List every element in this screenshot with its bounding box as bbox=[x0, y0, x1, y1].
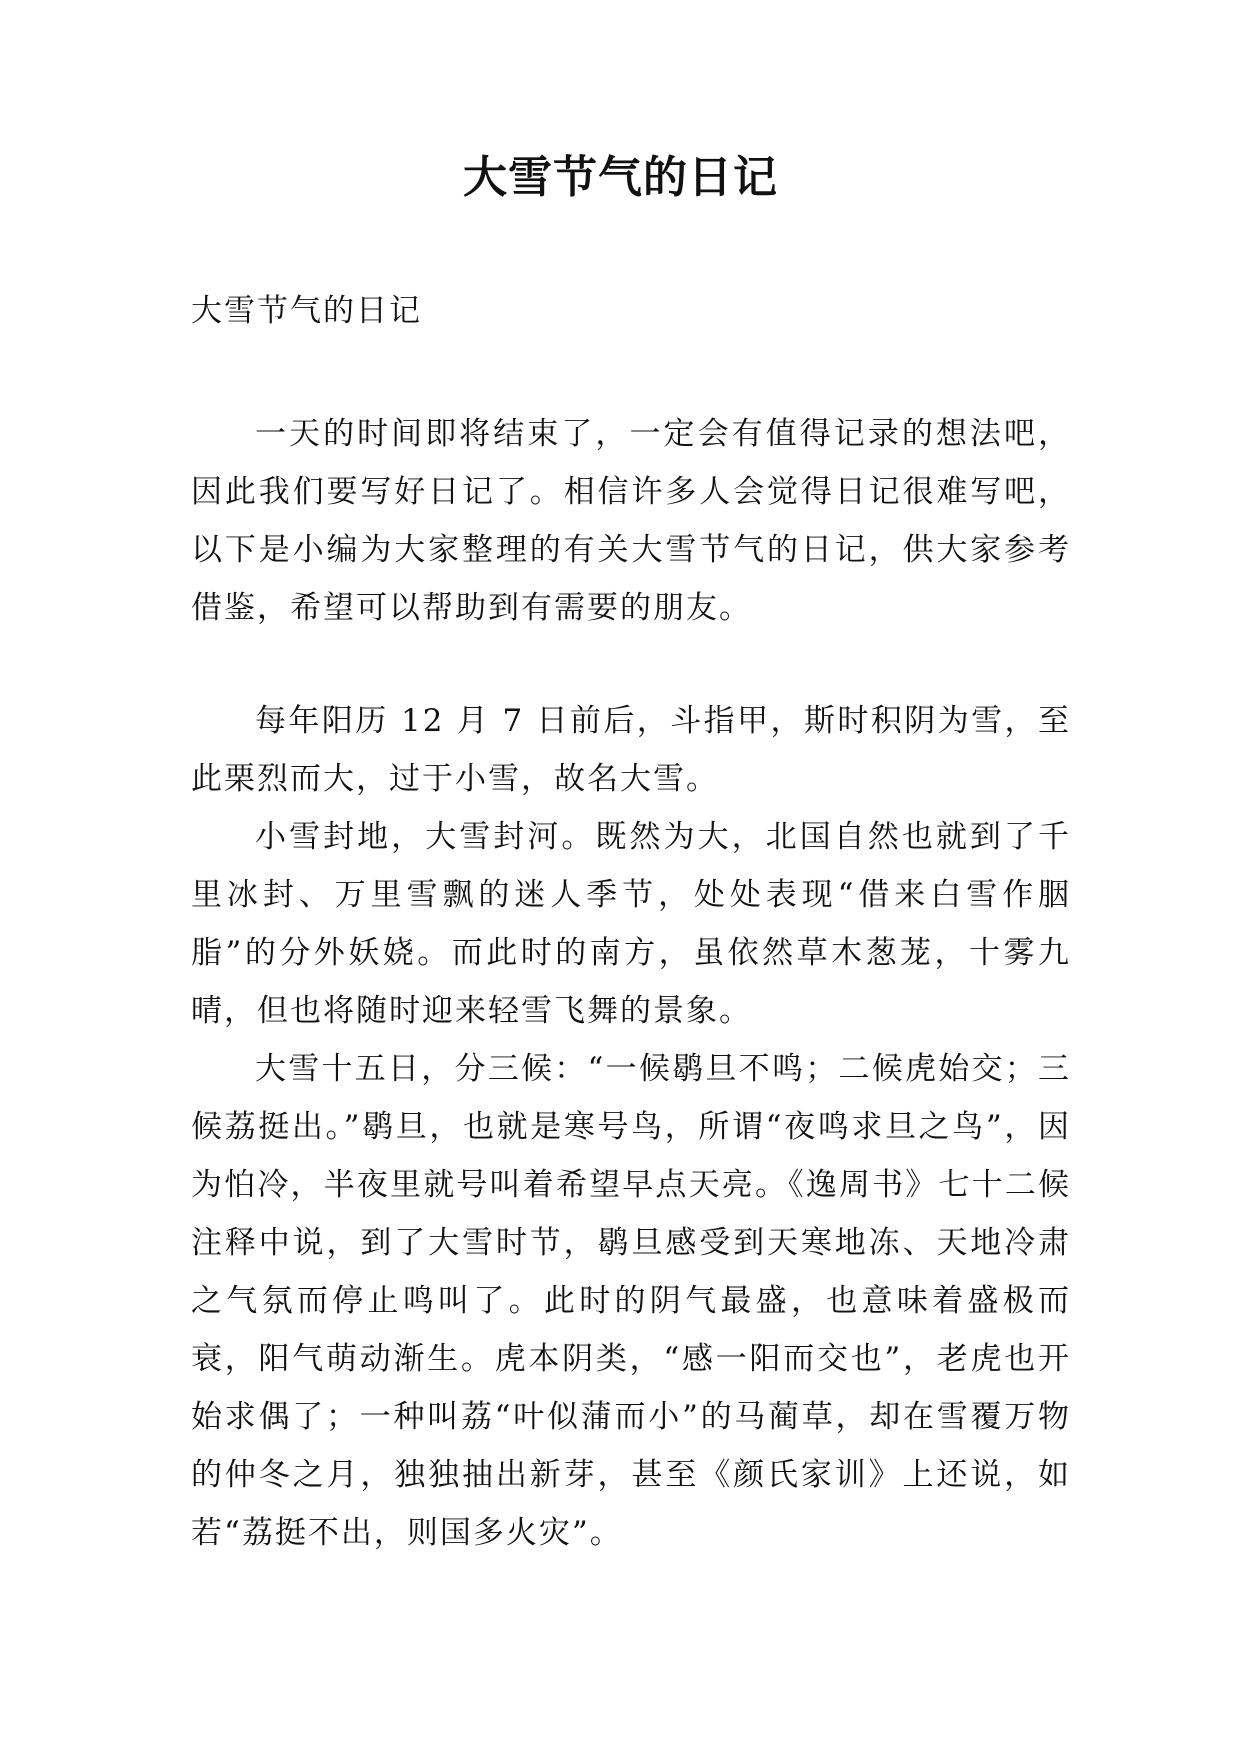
intro-paragraph: 一天的时间即将结束了，一定会有值得记录的想法吧，因此我们要写好日记了。相信许多人会觉得日记很难写吧，以下是小编为大家整理的有关大雪节气的日记，供大家参考借鉴，希望可以帮助到有需要的朋友。 bbox=[191, 416, 1071, 626]
document-subtitle: 大雪节气的日记 bbox=[191, 293, 422, 329]
paragraph-date: 每年阳历 12 月 7 日前后，斗指甲，斯时积阴为雪，至此栗烈而大，过于小雪，故名大雪。 bbox=[191, 703, 1071, 797]
paragraph-three-phases: 大雪十五日，分三候：“一候鹖旦不鸣；二候虎始交；三候荔挺出。”鹖旦，也就是寒号鸟，所谓“夜鸣求旦之鸟”，因为怕冷，半夜里就号叫着希望早点天亮。《逸周书》七十二候注释中说，到了大雪时节，鹖旦感受到天寒地冻、天地冷肃之气氛而停止鸣叫了。此时的阴气最盛，也意味着盛极而衰，阳气萌动渐生。虎本阴类，“感一阳而交也”，老虎也开始求偶了；一种叫荔“叶似蒲而小”的马蔺草，却在雪覆万物的仲冬之月，独独抽出新芽，甚至《颜氏家训》上还说，如若“荔挺不出，则国多火灾”。 bbox=[191, 1051, 1071, 1551]
paragraph-snow-scenery: 小雪封地，大雪封河。既然为大，北国自然也就到了千里冰封、万里雪飘的迷人季节，处处表现“借来白雪作胭脂”的分外妖娆。而此时的南方，虽依然草木葱茏，十雾九晴，但也将随时迎来轻雪飞舞的景象。 bbox=[191, 819, 1071, 1029]
main-section bbox=[191, 692, 1071, 1562]
intro-section bbox=[191, 405, 1071, 637]
document-title: 大雪节气的日记 bbox=[463, 152, 778, 203]
